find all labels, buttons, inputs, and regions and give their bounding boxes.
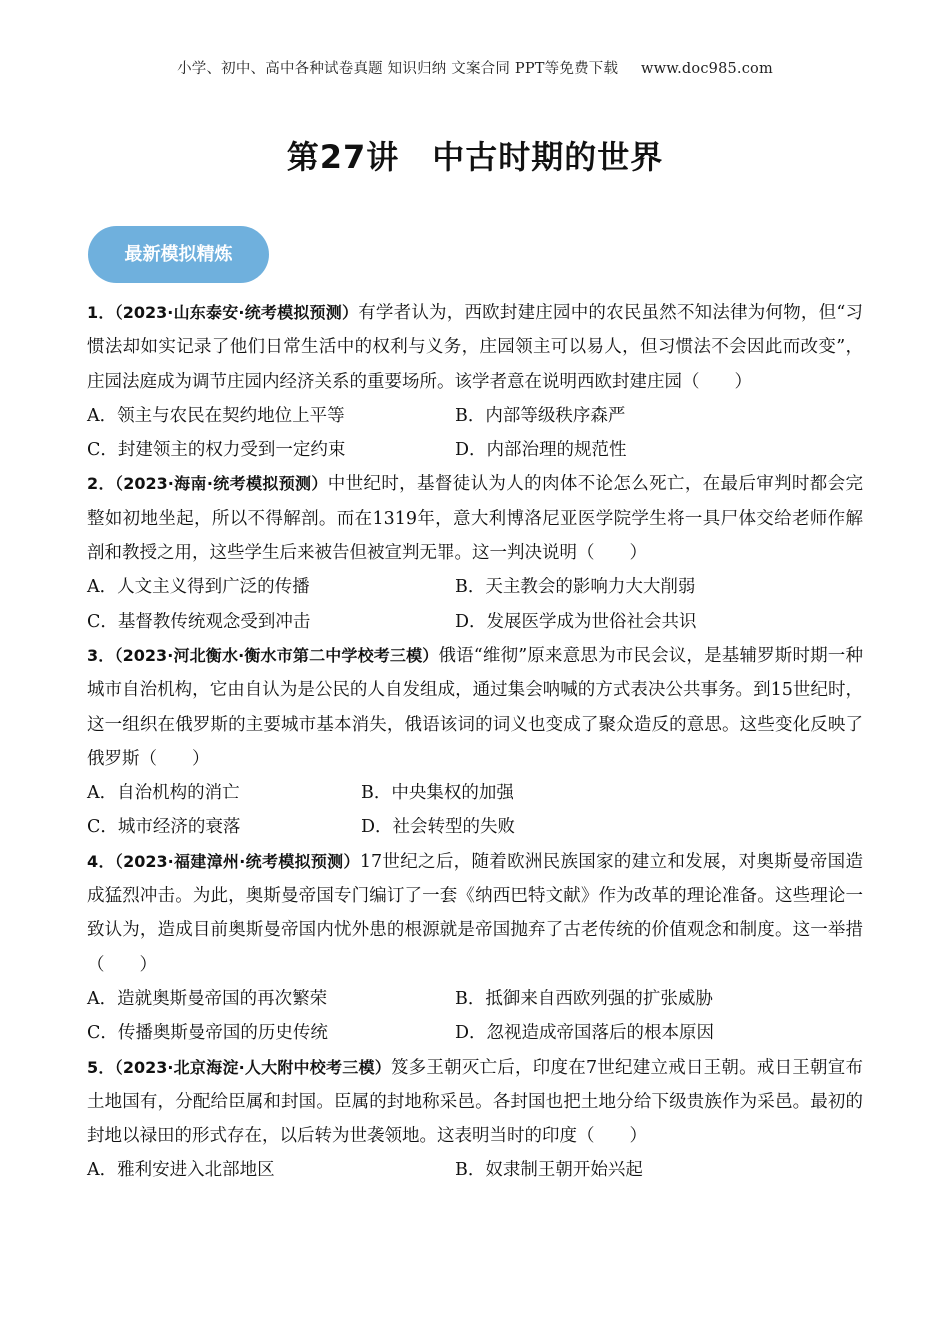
option-list [87, 399, 863, 468]
question-number: 2． [87, 474, 115, 494]
page-title: 第27讲 中古时期的世界 [286, 138, 664, 176]
option-list [87, 982, 863, 1051]
question-text: 17世纪之后，随着欧洲民族国家的建立和发展，对奥斯曼帝国造成猛烈冲击。为此，奥斯曼帝国专门编订了一套《纳西巴特文献》作为改革的理论准备。这些理论一致认为，造成目前奥斯曼帝国内忧外患的根源就是帝国抛弃了古老传统的价值观念和制度。这一举措（ ） [87, 851, 863, 975]
question-text: 俄语“维彻”原来意思为市民会议，是基辅罗斯时期一种城市自治机构，它由自认为是公民的人自发组成，通过集会呐喊的方式表决公共事务。到15世纪时，这一组织在俄罗斯的主要城市基本消失，俄语该词的词义也变成了聚众造反的意思。这些变化反映了俄罗斯（ ） [87, 645, 863, 769]
section-badge: 最新模拟精炼 [88, 226, 269, 283]
question-stem [87, 845, 863, 982]
question-number: 3． [87, 645, 115, 665]
question-stem [87, 1051, 863, 1154]
option-b[interactable]: B．抵御来自西欧列强的扩张威胁 [455, 988, 713, 1009]
option-list [87, 1153, 863, 1187]
question-stem [87, 296, 863, 399]
option-list [87, 776, 863, 845]
option-a[interactable]: A．领主与农民在契约地位上平等 [87, 405, 345, 426]
header-text: 小学、初中、高中各种试卷真题 知识归纳 文案合同 PPT等免费下载 [177, 61, 619, 77]
question-5 [87, 1051, 863, 1188]
option-b[interactable]: B．中央集权的加强 [361, 783, 514, 804]
question-number: 5． [87, 1057, 115, 1077]
option-c[interactable]: C．传播奥斯曼帝国的历史传统 [87, 1023, 328, 1044]
option-a[interactable]: A．自治机构的消亡 [87, 783, 240, 804]
option-list [87, 570, 863, 639]
option-d[interactable]: D．发展医学成为世俗社会共识 [455, 611, 697, 632]
option-b[interactable]: B．奴隶制王朝开始兴起 [455, 1160, 643, 1181]
question-3 [87, 639, 863, 845]
question-stem [87, 639, 863, 776]
option-d[interactable]: D．内部治理的规范性 [455, 440, 627, 461]
question-stem [87, 467, 863, 570]
question-number: 4． [87, 851, 115, 871]
question-source: （2023·海南·统考模拟预测） [114, 474, 328, 494]
option-a[interactable]: A．雅利安进入北部地区 [87, 1160, 275, 1181]
page-header [0, 57, 950, 78]
option-c[interactable]: C．基督教传统观念受到冲击 [87, 611, 311, 632]
header-url[interactable]: www.doc985.com [640, 61, 773, 77]
option-a[interactable]: A．人文主义得到广泛的传播 [87, 577, 310, 598]
option-b[interactable]: B．内部等级秩序森严 [455, 405, 626, 426]
option-b[interactable]: B．天主教会的影响力大大削弱 [455, 577, 696, 598]
question-text: 中世纪时，基督徒认为人的肉体不论怎么死亡，在最后审判时都会完整如初地坐起，所以不得解剖。而在1319年，意大利博洛尼亚医学院学生将一具尸体交给老师作解剖和教授之用，这些学生后来被告但被宣判无罪。这一判决说明（ ） [87, 474, 863, 564]
question-number: 1． [87, 303, 115, 322]
question-2 [87, 467, 863, 638]
question-source: （2023·北京海淀·人大附中校考三模） [114, 1057, 391, 1077]
question-list [87, 296, 863, 1188]
option-c[interactable]: C．城市经济的衰落 [87, 817, 241, 838]
question-source: （2023·河北衡水·衡水市第二中学校考三模） [114, 645, 439, 665]
option-d[interactable]: D．社会转型的失败 [361, 817, 516, 838]
question-text: 有学者认为，西欧封建庄园中的农民虽然不知法律为何物，但“习惯法却如实记录了他们日常生活中的权利与义务，庄园领主可以易人，但习惯法不会因此而改变”，庄园法庭成为调节庄园内经济关系的重要场所。该学者意在说明西欧封建庄园（ ） [87, 303, 863, 392]
question-source: （2023·山东泰安·统考模拟预测） [114, 303, 359, 322]
option-a[interactable]: A．造就奥斯曼帝国的再次繁荣 [87, 988, 328, 1009]
question-4 [87, 845, 863, 1051]
question-source: （2023·福建漳州·统考模拟预测） [114, 851, 360, 871]
option-c[interactable]: C．封建领主的权力受到一定约束 [87, 440, 346, 461]
question-1 [87, 296, 863, 467]
option-d[interactable]: D．忽视造成帝国落后的根本原因 [455, 1023, 715, 1044]
question-text: 笈多王朝灭亡后，印度在7世纪建立戒日王朝。戒日王朝宣布土地国有，分配给臣属和封国。臣属的封地称采邑。各封国也把土地分给下级贵族作为采邑。最初的封地以禄田的形式存在，以后转为世袭领地。这表明当时的印度（ ） [87, 1057, 863, 1147]
